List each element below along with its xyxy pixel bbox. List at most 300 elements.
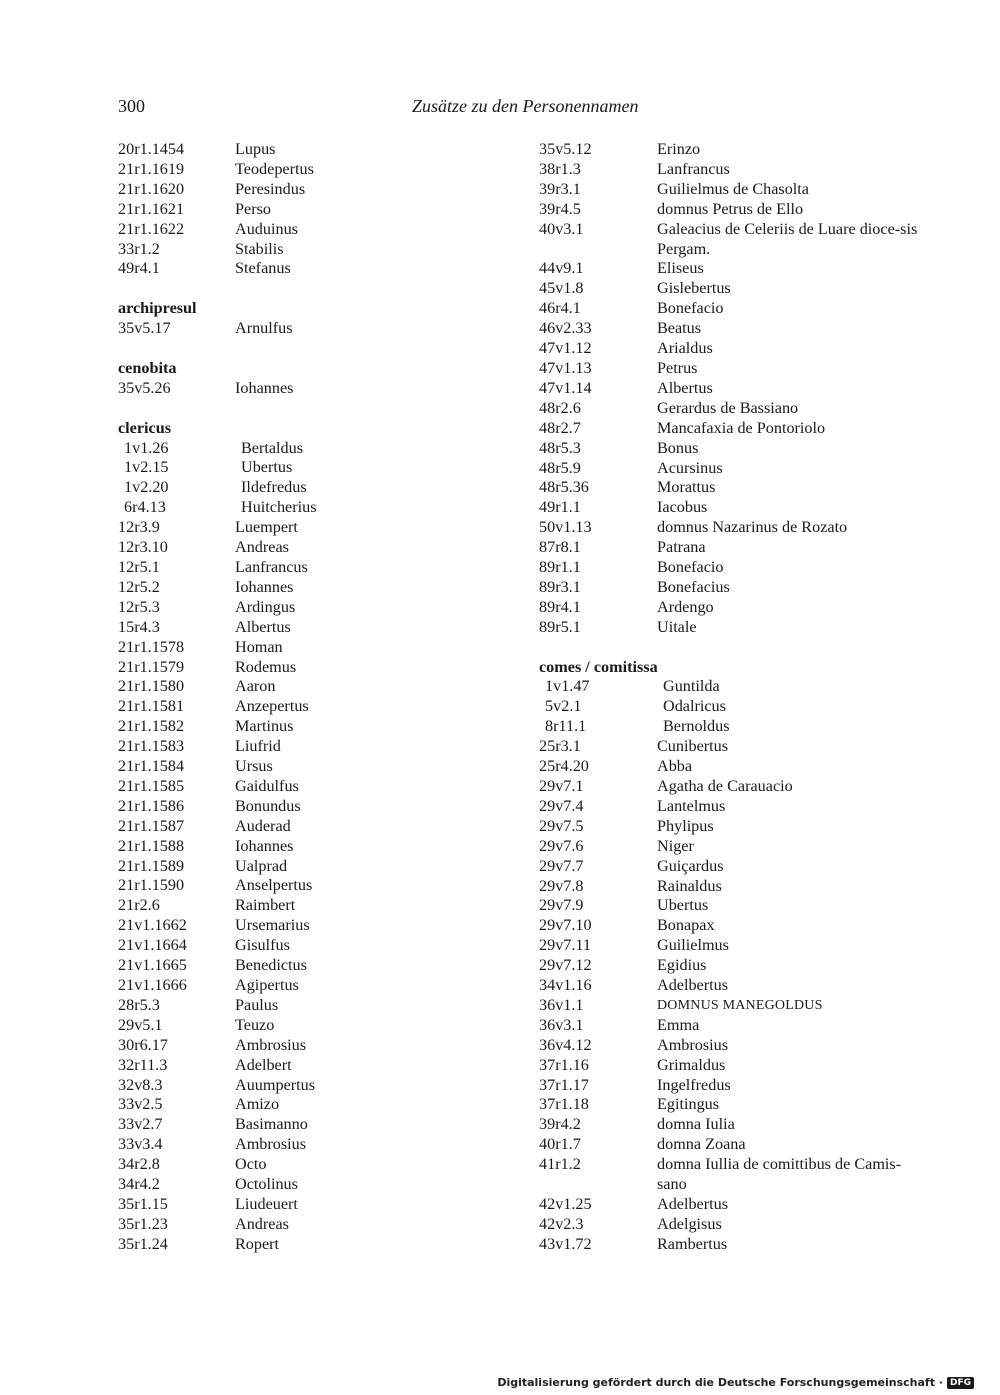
index-entry [118,558,458,578]
entry-name: Amizo [235,1095,280,1114]
entry-reference: 48r5.9 [539,458,581,477]
entry-name: Ardengo [657,597,714,616]
section-heading: cenobita [118,358,177,377]
entry-reference: 89r1.1 [539,558,581,577]
entry-name: Iohannes [235,378,294,397]
index-entry [118,518,458,538]
entry-reference: 89r4.1 [539,597,581,616]
entry-reference: 15r4.3 [118,617,160,636]
entry-name: Rainaldus [657,876,722,895]
entry-reference: 21r1.1579 [118,657,185,676]
entry-reference: 39r3.1 [539,179,581,198]
entry-reference: 21r1.1619 [118,159,185,178]
index-entry [118,240,458,260]
entry-name: Raimbert [235,896,296,915]
dfg-logo: DFG [947,1377,974,1389]
entry-reference: 50v1.13 [539,518,592,537]
entry-reference: 29v7.6 [539,836,584,855]
index-entry [539,1235,929,1255]
entry-reference: 34v1.16 [539,976,592,995]
entry-name: Arialdus [657,339,713,358]
entry-reference: 33v2.5 [118,1095,163,1114]
index-entry [118,259,458,279]
index-entry [118,638,458,658]
entry-name: Luempert [235,518,298,537]
entry-reference: 21r1.1582 [118,717,185,736]
entry-name: Liufrid [235,737,281,756]
index-entry [118,578,458,598]
entry-reference: 36v3.1 [539,1015,584,1034]
entry-reference: 21r2.6 [118,896,160,915]
index-entry [539,339,929,359]
index-entry [539,319,929,339]
entry-name: Albertus [657,378,713,397]
entry-name: Bernoldus [663,717,730,736]
entry-reference: 29v7.7 [539,856,584,875]
index-entry [118,658,458,678]
index-entry [118,379,458,399]
index-entry [539,478,929,498]
entry-reference: 21r1.1581 [118,697,185,716]
entry-name: Lanfrancus [657,159,730,178]
entry-reference: 45v1.8 [539,279,584,298]
entry-reference: 21r1.1621 [118,199,185,218]
entry-reference: 29v7.8 [539,876,584,895]
entry-name: Albertus [235,617,291,636]
entry-reference: 29v5.1 [118,1015,163,1034]
index-entry [118,1016,458,1036]
index-entry [118,1135,458,1155]
index-entry [118,319,458,339]
entry-name: Ambrosius [235,1035,307,1054]
entry-reference: 35v5.26 [118,378,171,397]
index-entry [118,1235,458,1255]
entry-reference: 48r5.36 [539,478,589,497]
index-entry [539,578,929,598]
entry-name: Ambrosius [235,1135,307,1154]
index-entry [539,220,929,260]
footer-text: Digitalisierung gefördert durch die Deutsche Forschungsgemeinschaft · [497,1376,943,1389]
entry-name: Stefanus [235,259,291,278]
section-heading: archipresul [118,299,197,318]
entry-reference: 21v1.1665 [118,956,187,975]
entry-reference: 20r1.1454 [118,140,185,158]
entry-reference: 34r2.8 [118,1155,160,1174]
entry-name: Ropert [235,1234,280,1253]
index-entry [539,857,929,877]
index-entry [539,1095,929,1115]
entry-name: Beatus [657,319,702,338]
entry-name: Auduinus [235,219,298,238]
index-entry [118,180,458,200]
index-entry [118,1056,458,1076]
entry-name: Rambertus [657,1234,728,1253]
entry-reference: 21r1.1585 [118,776,185,795]
entry-reference: 12r5.2 [118,577,160,596]
entry-name: Auumpertus [235,1075,316,1094]
entry-reference: 44v9.1 [539,259,584,278]
index-entry [539,757,929,777]
entry-reference: 35v5.12 [539,140,592,158]
index-entry [539,777,929,797]
entry-name: Lupus [235,140,276,158]
index-entry [118,498,458,518]
entry-name: Perso [235,199,271,218]
entry-name: Guilielmus [657,936,729,955]
entry-reference: 49r4.1 [118,259,160,278]
entry-name: Bonundus [235,796,301,815]
entry-reference: 39r4.5 [539,199,581,218]
entry-reference: 21v1.1664 [118,936,187,955]
entry-reference: 46v2.33 [539,319,592,338]
entry-name: Cunibertus [657,737,729,756]
entry-name: Petrus [657,358,698,377]
index-entry [539,1215,929,1235]
entry-name: Ursus [235,757,273,776]
entry-name: Agatha de Carauacio [657,776,793,795]
entry-reference: 29v7.5 [539,816,584,835]
entry-reference: 21v1.1666 [118,976,187,995]
entry-name: Abba [657,757,693,776]
index-entry [118,857,458,877]
entry-reference: 89r3.1 [539,577,581,596]
running-head: Zusätze zu den Personennamen [412,96,639,116]
entry-name: Lanfrancus [235,557,308,576]
entry-name: DOMNUS MANEGOLDUS [657,997,823,1013]
index-entry [118,1115,458,1135]
index-entry [118,677,458,697]
entry-reference: 39r4.2 [539,1115,581,1134]
index-entry [118,916,458,936]
page-number: 300 [118,96,145,116]
index-entry [539,976,929,996]
entry-name: Bonefacio [657,299,724,318]
entry-name: domnus Nazarinus de Rozato [657,518,848,537]
index-entry [118,1076,458,1096]
entry-reference: 12r3.9 [118,518,160,537]
entry-name: Octo [235,1155,267,1174]
entry-name: Anselpertus [235,876,313,895]
entry-reference: 29v7.4 [539,796,584,815]
index-entry [539,697,929,717]
entry-name: domna Iulia [657,1115,735,1134]
entry-name: Homan [235,637,283,656]
index-entry [539,1036,929,1056]
entry-name: Bonapax [657,916,715,935]
index-entry [118,876,458,896]
index-entry [539,1155,929,1195]
entry-name: Guilielmus de Chasolta [657,179,809,198]
entry-reference: 46r4.1 [539,299,581,318]
entry-reference: 41r1.2 [539,1155,581,1174]
entry-reference: 37r1.16 [539,1055,589,1074]
entry-name: Gisulfus [235,936,290,955]
entry-name: Gaidulfus [235,776,299,795]
entry-reference: 42v1.25 [539,1195,592,1214]
index-entry [539,419,929,439]
index-entry [539,299,929,319]
entry-reference: 1v2.15 [124,458,169,477]
entry-reference: 48r5.3 [539,438,581,457]
entry-name: domna Iullia de comittibus de Camis-sano [657,1155,902,1194]
entry-reference: 47v1.12 [539,339,592,358]
index-entry [539,956,929,976]
index-entry [118,697,458,717]
entry-name: Iacobus [657,498,708,517]
entry-reference: 6r4.13 [124,498,166,517]
entry-name: Ursemarius [235,916,310,935]
index-entry [118,1195,458,1215]
index-entry [539,797,929,817]
entry-reference: 12r3.10 [118,538,168,557]
entry-name: Arnulfus [235,319,293,338]
entry-reference: 25r4.20 [539,757,589,776]
index-entry [118,757,458,777]
index-entry [539,877,929,897]
entry-reference: 28r5.3 [118,995,160,1014]
index-entry [539,1056,929,1076]
entry-reference: 35v5.17 [118,319,171,338]
entry-reference: 36v4.12 [539,1035,592,1054]
entry-reference: 1v1.26 [124,438,169,457]
entry-name: Basimanno [235,1115,308,1134]
entry-reference: 21r1.1622 [118,219,185,238]
entry-reference: 29v7.9 [539,896,584,915]
section-heading: clericus [118,418,172,437]
index-entry [118,140,458,160]
entry-name: Benedictus [235,956,307,975]
entry-name: Patrana [657,538,706,557]
entry-reference: 32v8.3 [118,1075,163,1094]
index-entry [539,538,929,558]
index-entry [118,936,458,956]
index-entry [118,618,458,638]
entry-name: Uitale [657,617,697,636]
entry-name: Egitingus [657,1095,720,1114]
footer [497,1376,974,1389]
entry-name: Bonefacio [657,558,724,577]
index-entry [539,379,929,399]
index-entry [539,1016,929,1036]
index-entry [539,996,929,1016]
entry-reference: 33r1.2 [118,239,160,258]
entry-reference: 21r1.1586 [118,796,185,815]
entry-name: Paulus [235,995,279,1014]
index-entry [539,737,929,757]
index-entry [118,439,458,459]
index-entry [118,956,458,976]
entry-reference: 33v3.4 [118,1135,163,1154]
entry-name: Ardingus [235,597,296,616]
entry-name: Andreas [235,538,289,557]
entry-name: Ambrosius [657,1035,729,1054]
entry-reference: 5v2.1 [545,697,582,716]
index-entry [539,817,929,837]
index-entry [539,1135,929,1155]
index-entry [539,140,929,160]
index-entry [539,160,929,180]
entry-name: Ingelfredus [657,1075,731,1094]
entry-reference: 33v2.7 [118,1115,163,1134]
index-entry [539,1195,929,1215]
entry-reference: 21r1.1583 [118,737,185,756]
entry-reference: 34r4.2 [118,1175,160,1194]
index-entry [118,200,458,220]
entry-name: Adelbertus [657,1195,729,1214]
entry-name: Guiçardus [657,856,724,875]
entry-name: Bonus [657,438,699,457]
index-entry [118,538,458,558]
entry-name: Stabilis [235,239,284,258]
index-entry [539,1076,929,1096]
entry-name: Adelgisus [657,1214,722,1233]
entry-name: Gislebertus [657,279,731,298]
entry-name: Odalricus [663,697,726,716]
entry-reference: 49r1.1 [539,498,581,517]
entry-reference: 21r1.1578 [118,637,185,656]
entry-reference: 47v1.14 [539,378,592,397]
index-entry [118,777,458,797]
index-entry [118,1155,458,1175]
index-entry [539,916,929,936]
index-entry [118,160,458,180]
entry-name: Iohannes [235,577,294,596]
entry-name: Ubertus [657,896,709,915]
entry-name: Galeacius de Celeriis de Luare dioce-sis Pergam. [657,219,918,258]
entry-reference: 1v1.47 [545,677,590,696]
index-entry [118,976,458,996]
entry-reference: 21r1.1584 [118,757,185,776]
entry-reference: 21r1.1580 [118,677,185,696]
entry-name: Rodemus [235,657,297,676]
entry-reference: 21r1.1588 [118,836,185,855]
entry-name: Acursinus [657,458,723,477]
entry-name: Teodepertus [235,159,314,178]
index-entry [118,598,458,618]
entry-name: Mancafaxia de Pontoriolo [657,418,826,437]
entry-name: Ildefredus [241,478,307,497]
entry-reference: 35r1.15 [118,1194,168,1213]
entry-reference: 12r5.1 [118,557,160,576]
entry-reference: 43v1.72 [539,1234,592,1253]
index-entry [118,478,458,498]
entry-name: domna Zoana [657,1135,746,1154]
entry-reference: 37r1.18 [539,1095,589,1114]
entry-name: Martinus [235,717,294,736]
entry-name: Bertaldus [241,438,304,457]
entry-name: Adelbertus [657,976,729,995]
index-entry [539,359,929,379]
index-entry [539,498,929,518]
entry-name: Grimaldus [657,1055,726,1074]
entry-reference: 48r2.7 [539,418,581,437]
index-entry [118,1215,458,1235]
index-entry [539,717,929,737]
index-entry [118,817,458,837]
entry-name: Teuzo [235,1015,275,1034]
entry-name: Emma [657,1015,700,1034]
index-entry [539,558,929,578]
entry-reference: 21r1.1620 [118,179,185,198]
entry-name: Morattus [657,478,716,497]
left-column [118,140,458,1255]
entry-reference: 30r6.17 [118,1035,168,1054]
entry-reference: 21v1.1662 [118,916,187,935]
entry-reference: 89r5.1 [539,617,581,636]
index-entry [539,439,929,459]
entry-name: Eliseus [657,259,704,278]
entry-reference: 29v7.12 [539,956,592,975]
index-entry [539,180,929,200]
entry-reference: 38r1.3 [539,159,581,178]
entry-reference: 40v3.1 [539,219,584,238]
index-entry [118,1175,458,1195]
index-entry [539,518,929,538]
index-entry [539,896,929,916]
index-entry [118,797,458,817]
entry-name: Iohannes [235,836,294,855]
entry-reference: 21r1.1587 [118,816,185,835]
entry-reference: 29v7.10 [539,916,592,935]
entry-reference: 35r1.23 [118,1214,168,1233]
index-entry [539,279,929,299]
index-entry [539,1115,929,1135]
entry-name: Phylipus [657,816,714,835]
index-entry [539,200,929,220]
index-entry [539,618,929,638]
entry-reference: 29v7.1 [539,776,584,795]
entry-name: Agipertus [235,976,299,995]
entry-reference: 21r1.1589 [118,856,185,875]
index-entry [539,598,929,618]
entry-name: Ualprad [235,856,288,875]
entry-name: Aaron [235,677,276,696]
entry-name: Adelbert [235,1055,292,1074]
entry-reference: 1v2.20 [124,478,169,497]
index-entry [118,837,458,857]
index-entry [539,259,929,279]
entry-reference: 25r3.1 [539,737,581,756]
index-entry [118,1036,458,1056]
entry-reference: 48r2.6 [539,398,581,417]
index-entry [539,936,929,956]
entry-name: Erinzo [657,140,701,158]
index-entry [118,996,458,1016]
entry-reference: 21r1.1590 [118,876,185,895]
entry-reference: 87r8.1 [539,538,581,557]
entry-reference: 42v2.3 [539,1214,584,1233]
entry-name: Octolinus [235,1175,298,1194]
entry-name: Egidius [657,956,707,975]
section-heading: comes / comitissa [539,657,658,676]
index-entry [539,677,929,697]
entry-name: Auderad [235,816,291,835]
entry-reference: 37r1.17 [539,1075,589,1094]
entry-name: Peresindus [235,179,306,198]
entry-name: domnus Petrus de Ello [657,199,804,218]
entry-name: Ubertus [241,458,293,477]
entry-name: Guntilda [663,677,720,696]
entry-reference: 29v7.11 [539,936,592,955]
entry-name: Andreas [235,1214,289,1233]
entry-reference: 47v1.13 [539,358,592,377]
entry-name: Bonefacius [657,577,730,596]
entry-reference: 8r11.1 [545,717,587,736]
entry-name: Lantelmus [657,796,726,815]
index-entry [118,458,458,478]
index-entry [539,399,929,419]
index-entry [118,220,458,240]
